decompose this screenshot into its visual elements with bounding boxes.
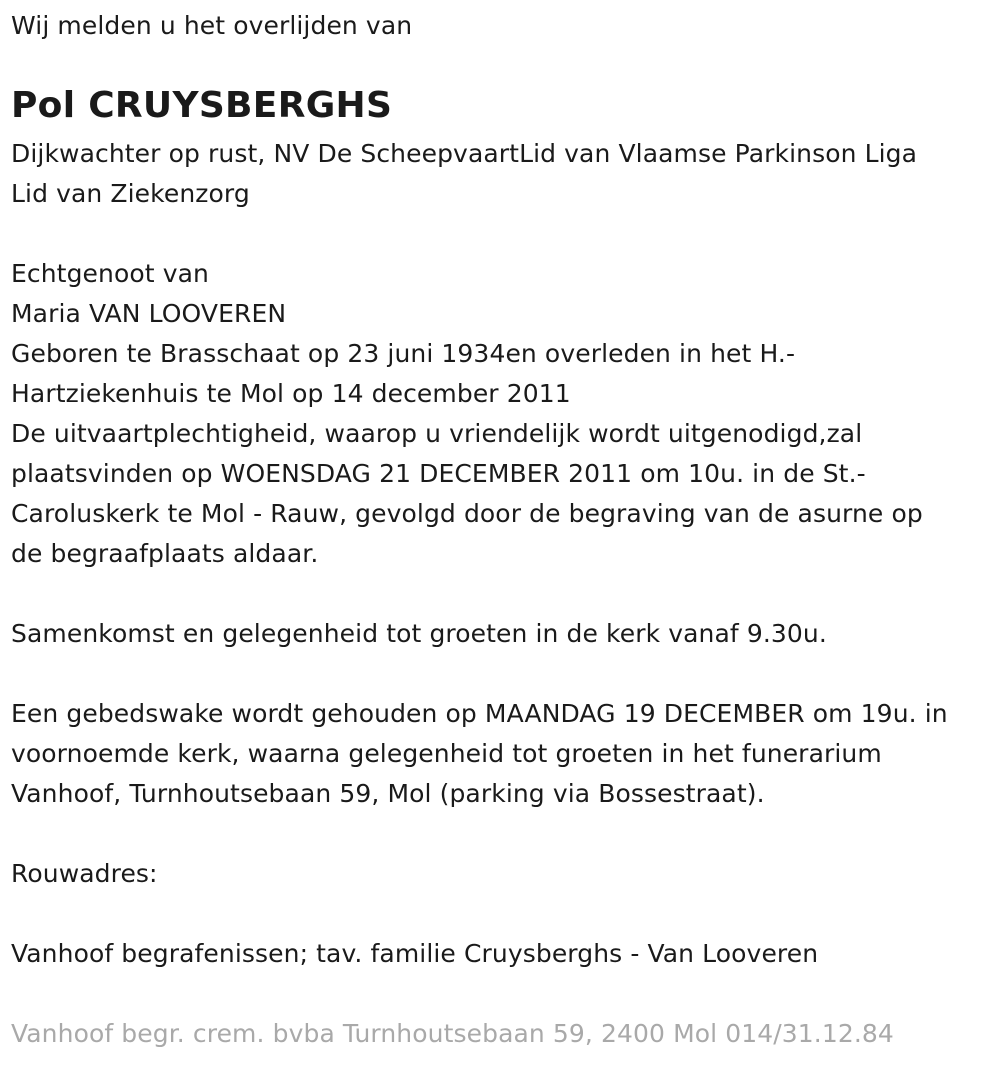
birth-death-line: Hartziekenhuis te Mol op 14 december 2011 [11, 379, 571, 408]
funeral-line: De uitvaartplechtigheid, waarop u vriendelijk wordt uitgenodigd,zal [11, 419, 863, 448]
mourning-address-block [11, 934, 818, 974]
funeral-block [11, 414, 923, 574]
roles-block [11, 134, 917, 214]
footer-block [11, 1014, 894, 1054]
birth-death-block [11, 334, 795, 414]
funeral-line: de begraafplaats aldaar. [11, 539, 319, 568]
spouse-block [11, 254, 286, 334]
role-line: Dijkwachter op rust, NV De ScheepvaartLid van Vlaamse Parkinson Liga [11, 139, 918, 168]
wake-block [11, 694, 948, 814]
deceased-name: Pol CRUYSBERGHS [11, 85, 393, 126]
mourning-address-label: Rouwadres: [11, 859, 158, 888]
wake-line: voornoemde kerk, waarna gelegenheid tot groeten in het funerarium [11, 739, 882, 768]
birth-death-line: Geboren te Brasschaat op 23 juni 1934en overleden in het H.- [11, 339, 796, 368]
mourning-address: Vanhoof begrafenissen; tav. familie Cruysberghs - Van Looveren [11, 939, 819, 968]
funeral-line: Caroluskerk te Mol - Rauw, gevolgd door de begraving van de asurne op [11, 499, 923, 528]
funeral-home-footer: Vanhoof begr. crem. bvba Turnhoutsebaan 59, 2400 Mol 014/31.12.84 [11, 1019, 894, 1048]
wake-line: Een gebedswake wordt gehouden op MAANDAG 19 DECEMBER om 19u. in [11, 699, 948, 728]
intro-text: Wij melden u het overlijden van [11, 11, 413, 40]
funeral-line: plaatsvinden op WOENSDAG 21 DECEMBER 2011 om 10u. in de St.- [11, 459, 866, 488]
gathering-block [11, 614, 827, 654]
mourning-address-label-block [11, 854, 158, 894]
wake-line: Vanhoof, Turnhoutsebaan 59, Mol (parking via Bossestraat). [11, 779, 765, 808]
spouse-name: Maria VAN LOOVEREN [11, 299, 287, 328]
role-line: Lid van Ziekenzorg [11, 179, 250, 208]
spouse-intro: Echtgenoot van [11, 259, 209, 288]
gathering-text: Samenkomst en gelegenheid tot groeten in de kerk vanaf 9.30u. [11, 619, 827, 648]
